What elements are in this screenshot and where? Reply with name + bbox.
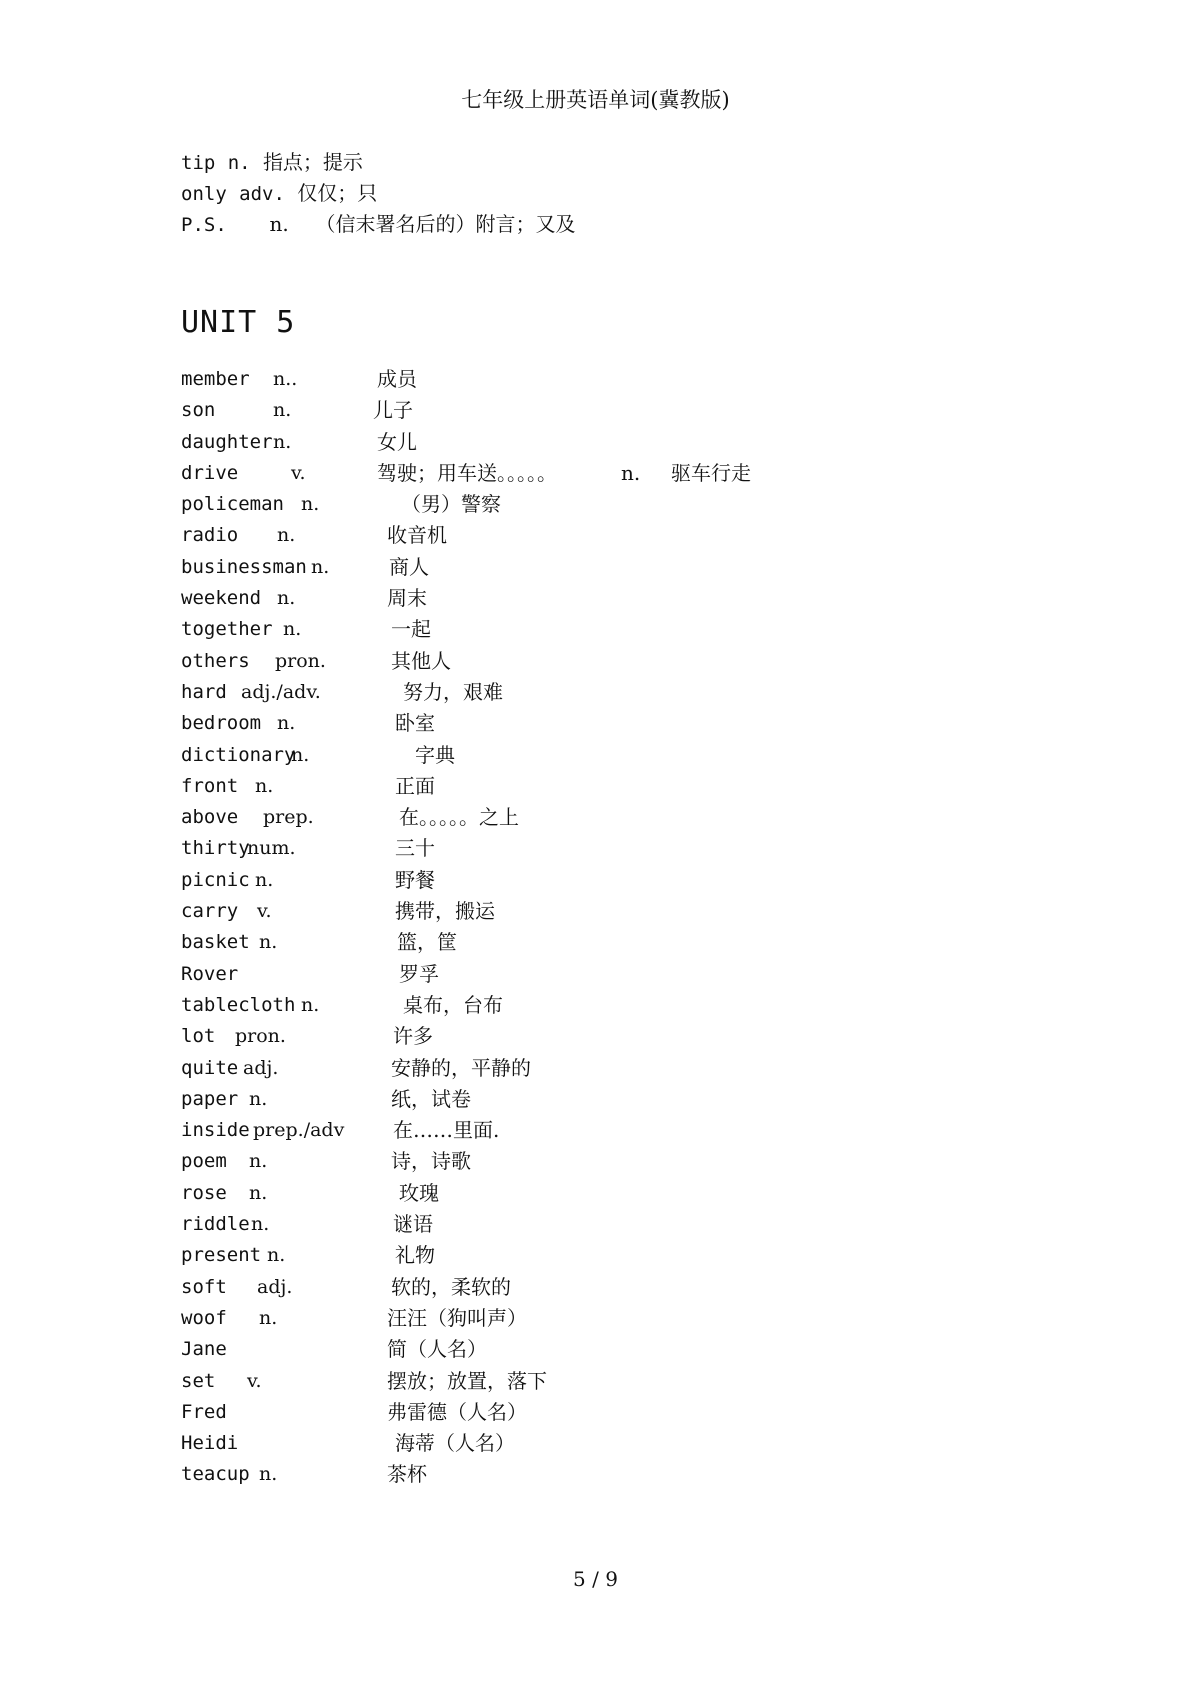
translation: 海蒂（人名）: [395, 1431, 515, 1456]
translation: 一起: [391, 617, 431, 642]
part-of-speech: prep.: [263, 806, 314, 829]
translation: 玫瑰: [399, 1180, 439, 1205]
translation: 在。。。。。之上: [399, 805, 519, 830]
translation: 女儿: [377, 429, 417, 454]
part-of-speech: v.: [257, 900, 272, 923]
word: member: [181, 368, 250, 390]
intro-list: [181, 147, 575, 240]
word: front: [181, 774, 239, 797]
vocab-row: [181, 583, 981, 614]
translation: 指点；提示: [262, 150, 363, 174]
intro-row: [181, 178, 575, 209]
translation: 篮，筐: [397, 930, 457, 955]
word: drive: [181, 461, 239, 484]
vocab-row: [181, 395, 981, 426]
part-of-speech: n.: [283, 618, 302, 641]
part-of-speech: n.: [259, 1463, 278, 1486]
extra-translation: 驱车行走: [671, 460, 751, 485]
part-of-speech: n.: [249, 1150, 268, 1173]
word: paper: [181, 1087, 239, 1110]
part-of-speech: pron.: [275, 649, 326, 672]
part-of-speech: v.: [247, 1369, 262, 1392]
part-of-speech: n.: [291, 743, 310, 766]
word: rose: [181, 1181, 227, 1204]
part-of-speech: prep./adv: [253, 1119, 345, 1142]
vocab-row: [181, 1303, 981, 1334]
translation: （男）警察: [401, 492, 501, 517]
vocab-row: [181, 1459, 981, 1490]
intro-row: [181, 147, 575, 178]
part-of-speech: n.: [277, 524, 296, 547]
translation: 谜语: [393, 1212, 433, 1237]
vocab-row: [181, 1366, 981, 1397]
word: tip: [181, 152, 216, 174]
part-of-speech: n.: [259, 931, 278, 954]
part-of-speech: n.: [273, 399, 292, 422]
vocab-row: [181, 1084, 981, 1115]
word: poem: [181, 1150, 227, 1173]
word: only: [181, 183, 227, 205]
word: others: [181, 649, 250, 672]
word: woof: [181, 1306, 227, 1329]
vocab-row: [181, 959, 981, 990]
word: businessman: [181, 555, 307, 578]
part-of-speech: adj.: [257, 1275, 293, 1298]
part-of-speech: v.: [291, 461, 306, 484]
translation: 卧室: [395, 711, 435, 736]
vocab-row: [181, 1272, 981, 1303]
part-of-speech: n.: [227, 152, 251, 174]
translation: 诗，诗歌: [391, 1149, 471, 1174]
translation: 周末: [387, 586, 427, 611]
part-of-speech: adj.: [243, 1056, 279, 1079]
translation: 商人: [389, 554, 429, 579]
translation: 礼物: [395, 1243, 435, 1268]
part-of-speech: n..: [273, 368, 298, 390]
word: thirty: [181, 837, 250, 860]
translation: 野餐: [395, 867, 435, 892]
translation: 仅仅；只: [297, 181, 378, 205]
word: present: [181, 1244, 262, 1267]
vocab-row: [181, 896, 981, 927]
translation: 努力，艰难: [403, 679, 503, 704]
unit-title: UNIT 5: [181, 305, 296, 340]
translation: 正面: [395, 773, 435, 798]
word: above: [181, 806, 239, 829]
translation: 汪汪（狗叫声）: [387, 1305, 527, 1330]
word: set: [181, 1369, 216, 1392]
part-of-speech: n.: [255, 774, 274, 797]
translation: 携带，搬运: [395, 899, 495, 924]
word: soft: [181, 1275, 227, 1298]
translation: 简（人名）: [387, 1337, 487, 1362]
vocab-row: [181, 802, 981, 833]
word: radio: [181, 524, 239, 547]
translation: 桌布，台布: [403, 992, 503, 1017]
word: son: [181, 399, 216, 422]
translation: 在……里面.: [393, 1118, 500, 1143]
part-of-speech: pron.: [235, 1025, 286, 1048]
vocab-row: [181, 865, 981, 896]
word: carry: [181, 900, 239, 923]
part-of-speech: n.: [301, 493, 320, 516]
word: Rover: [181, 962, 239, 985]
vocab-row: [181, 489, 981, 520]
vocab-row: [181, 1115, 981, 1146]
part-of-speech: adv.: [239, 183, 285, 205]
word: bedroom: [181, 712, 262, 735]
word: basket: [181, 931, 250, 954]
vocab-row: [181, 427, 981, 458]
translation: 罗孚: [399, 961, 439, 986]
vocab-row: [181, 458, 981, 489]
translation: 儿子: [373, 398, 413, 423]
part-of-speech: n.: [267, 1244, 286, 1267]
part-of-speech: n.: [277, 587, 296, 610]
part-of-speech: n.: [249, 1087, 268, 1110]
vocab-row: [181, 1428, 981, 1459]
word: quite: [181, 1056, 239, 1079]
part-of-speech: n.: [255, 868, 274, 891]
word: lot: [181, 1025, 216, 1048]
vocab-row: [181, 771, 981, 802]
part-of-speech: n.: [251, 1213, 270, 1236]
intro-row: [181, 209, 575, 240]
vocab-row: [181, 1178, 981, 1209]
translation: 安静的，平静的: [391, 1055, 531, 1080]
translation: 驾驶；用车送。。。。。: [377, 460, 557, 485]
vocab-list: [181, 364, 981, 1491]
word: hard: [181, 680, 227, 703]
part-of-speech: n.: [311, 555, 330, 578]
page-number: 5 / 9: [573, 1567, 618, 1591]
translation: 字典: [415, 742, 455, 767]
word: daughter: [181, 430, 273, 453]
translation: 纸，试卷: [391, 1086, 471, 1111]
word: Jane: [181, 1338, 227, 1361]
part-of-speech: n.: [277, 712, 296, 735]
vocab-row: [181, 1146, 981, 1177]
vocab-row: [181, 990, 981, 1021]
word: tablecloth: [181, 993, 296, 1016]
extra-part-of-speech: n.: [621, 460, 641, 485]
translation: 摆放；放置，落下: [387, 1368, 547, 1393]
translation: 三十: [395, 836, 435, 861]
word: together: [181, 618, 273, 641]
translation: 其他人: [391, 648, 451, 673]
vocab-row: [181, 677, 981, 708]
part-of-speech: n.: [301, 993, 320, 1016]
word: riddle: [181, 1213, 250, 1236]
vocab-row: [181, 740, 981, 771]
word: P.S.: [181, 214, 227, 236]
word: teacup: [181, 1463, 250, 1486]
vocab-row: [181, 552, 981, 583]
vocab-row: [181, 708, 981, 739]
vocab-row: [181, 614, 981, 645]
translation: 茶杯: [387, 1462, 427, 1487]
vocab-row: [181, 1021, 981, 1052]
vocab-row: [181, 1053, 981, 1084]
part-of-speech: n.: [269, 212, 289, 236]
vocab-row: [181, 364, 981, 395]
part-of-speech: adj./adv.: [241, 680, 321, 703]
translation: 软的，柔软的: [391, 1274, 511, 1299]
part-of-speech: n.: [273, 430, 292, 453]
translation: 弗雷德（人名）: [387, 1399, 527, 1424]
part-of-speech: n.: [249, 1181, 268, 1204]
vocab-row: [181, 1209, 981, 1240]
vocab-row: [181, 833, 981, 864]
part-of-speech: n.: [259, 1306, 278, 1329]
translation: 收音机: [387, 523, 447, 548]
vocab-row: [181, 646, 981, 677]
vocab-row: [181, 1397, 981, 1428]
translation: 许多: [393, 1024, 433, 1049]
word: policeman: [181, 493, 284, 516]
vocab-row: [181, 1334, 981, 1365]
part-of-speech: num.: [247, 837, 296, 860]
word: Fred: [181, 1400, 227, 1423]
vocab-row: [181, 927, 981, 958]
vocab-row: [181, 1240, 981, 1271]
translation: （信末署名后的）附言；又及: [315, 212, 576, 236]
page-header: 七年级上册英语单词(冀教版): [461, 88, 730, 112]
word: picnic: [181, 868, 250, 891]
word: weekend: [181, 587, 262, 610]
translation: 成员: [377, 367, 417, 391]
word: inside: [181, 1119, 250, 1142]
word: Heidi: [181, 1432, 239, 1455]
vocab-row: [181, 520, 981, 551]
word: dictionary: [181, 743, 296, 766]
